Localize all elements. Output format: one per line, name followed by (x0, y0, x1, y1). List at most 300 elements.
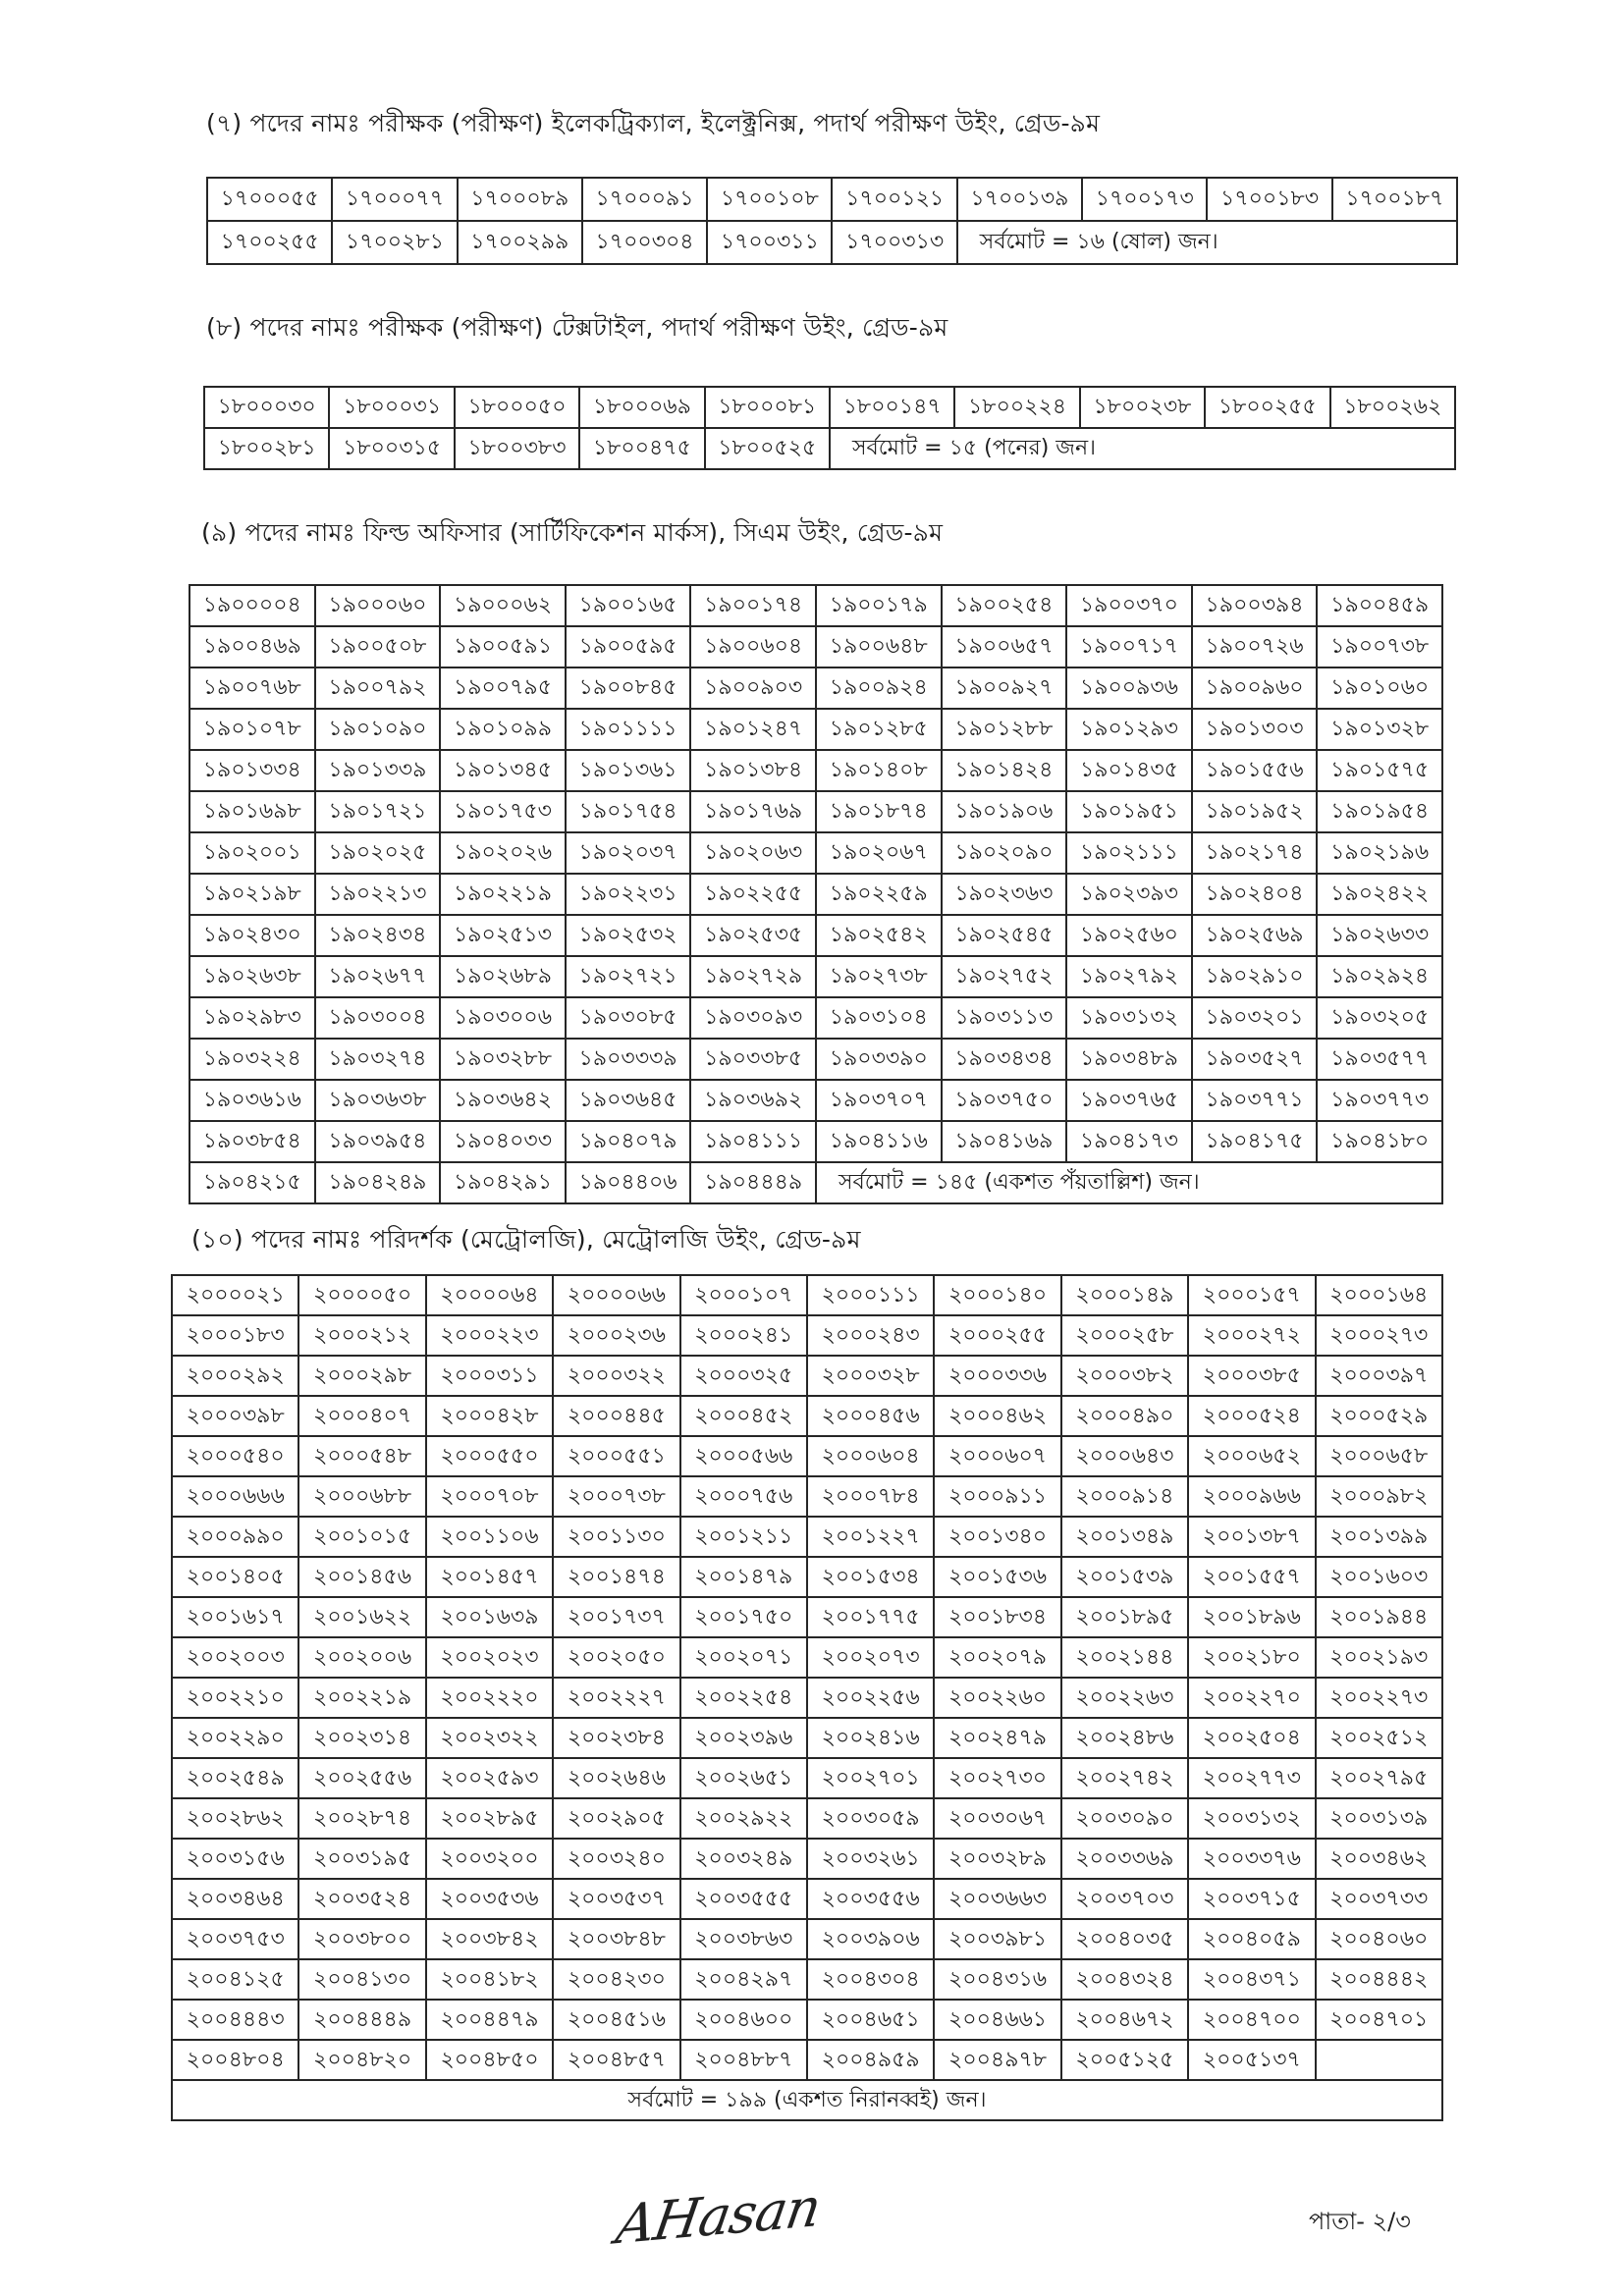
roll-number-cell: ১৯০০৬০৪ (690, 626, 816, 667)
roll-number-cell: ১৯০২৫৬০ (1066, 915, 1192, 956)
roll-number-cell: ২০০১৬৩৯ (426, 1597, 553, 1637)
roll-number-cell: ২০০৩১৩৯ (1316, 1798, 1442, 1839)
roll-number-cell: ১৯০১২৮৮ (942, 709, 1067, 750)
roll-number-cell: ২০০০২৫৮ (1061, 1315, 1188, 1356)
roll-number-cell: ১৯০১৭৫৩ (440, 791, 566, 832)
roll-number-cell: ১৯০২২১৯ (440, 874, 566, 915)
roll-number-cell: ১৯০১২৮৫ (816, 709, 942, 750)
roll-number-cell: ২০০২১৮০ (1188, 1637, 1315, 1678)
roll-number-cell: ১৯০০০০৪ (189, 585, 315, 626)
roll-number-cell: ১৮০০২৫৫ (1205, 387, 1329, 428)
roll-number-cell: ২০০৩০৯০ (1061, 1798, 1188, 1839)
roll-number-cell: ২০০১৭৭৫ (807, 1597, 934, 1637)
roll-number-cell: ১৯০৩৯৫৪ (315, 1121, 441, 1162)
roll-number-cell: ২০০৪৬৫১ (807, 2000, 934, 2040)
roll-number-cell: ২০০২৫১২ (1316, 1718, 1442, 1758)
roll-number-cell: ১৭০০২৯৯ (458, 221, 582, 264)
roll-number-cell: ১৯০০৪৫৯ (1317, 585, 1442, 626)
roll-number-cell: ১৮০০৪৭৫ (579, 428, 704, 469)
roll-number-cell: ২০০৩৮০০ (298, 1919, 425, 1959)
roll-number-cell: ২০০২৩৮৪ (553, 1718, 679, 1758)
roll-number-cell: ১৯০২২৫৯ (816, 874, 942, 915)
roll-number-cell: ১৯০২১৯৬ (1317, 832, 1442, 874)
roll-number-cell: ২০০৩০৬৭ (934, 1798, 1060, 1839)
roll-number-cell: ১৯০১৯৫১ (1066, 791, 1192, 832)
roll-number-cell: ১৯০১৩৩৯ (315, 750, 441, 791)
roll-number-cell: ২০০৪৩০৪ (807, 1959, 934, 2000)
table-row (172, 1758, 1442, 1798)
roll-number-cell: ১৮০০২৬২ (1330, 387, 1455, 428)
roll-number-cell: ১৯০২০৬৭ (816, 832, 942, 874)
roll-number-cell: ২০০৩২৪০ (553, 1839, 679, 1879)
roll-number-cell: ১৯০৩০৮৫ (566, 997, 691, 1039)
roll-number-cell: ১৯০৪২৯১ (440, 1162, 566, 1203)
roll-number-cell: ১৯০০৯০৩ (690, 667, 816, 709)
roll-number-cell: ২০০৩৫২৪ (298, 1879, 425, 1919)
roll-number-cell: ১৯০২০২৫ (315, 832, 441, 874)
roll-number-cell: ২০০৪৬৭২ (1061, 2000, 1188, 2040)
roll-number-cell: ২০০৩৮৪৮ (553, 1919, 679, 1959)
roll-number-cell: ২০০৫১৩৭ (1188, 2040, 1315, 2080)
roll-number-cell: ২০০০৫২৪ (1188, 1396, 1315, 1436)
roll-number-cell: ১৭০০০৭৭ (332, 178, 457, 221)
roll-number-cell: ১৯০৪১৮০ (1317, 1121, 1442, 1162)
roll-number-cell: ১৯০১৯০৬ (942, 791, 1067, 832)
roll-number-cell: ১৯০৩১৩২ (1066, 997, 1192, 1039)
roll-number-cell: ১৯০৩২৭৪ (315, 1039, 441, 1080)
roll-number-cell: ১৯০১৩৬১ (566, 750, 691, 791)
roll-number-cell: ১৯০২৬৩৮ (189, 956, 315, 997)
roll-number-cell: ১৯০৩৫২৭ (1192, 1039, 1318, 1080)
roll-number-cell: ২০০২৪৭৯ (934, 1718, 1060, 1758)
roll-number-cell: ১৯০২১১১ (1066, 832, 1192, 874)
roll-number-cell: ২০০৩১৯৫ (298, 1839, 425, 1879)
roll-number-cell: ২০০৪৭০১ (1316, 2000, 1442, 2040)
roll-number-cell: ২০০২৯০৫ (553, 1798, 679, 1839)
roll-number-cell: ২০০০৫৫০ (426, 1436, 553, 1476)
roll-number-cell: ২০০৪০৩৫ (1061, 1919, 1188, 1959)
roll-number-cell: ২০০৩৫৫৫ (680, 1879, 807, 1919)
roll-number-cell: ২০০২২৬৩ (1061, 1678, 1188, 1718)
roll-number-cell: ২০০১৫৩৬ (934, 1557, 1060, 1597)
table-row (189, 626, 1442, 667)
roll-number-cell: ১৯০০৫৯৫ (566, 626, 691, 667)
roll-number-cell: ১৯০১৮৭৪ (816, 791, 942, 832)
roll-number-cell: ২০০১৮৩৪ (934, 1597, 1060, 1637)
roll-number-cell: ১৯০০৬৫৭ (942, 626, 1067, 667)
roll-number-cell: ২০০৪৯৫৯ (807, 2040, 934, 2080)
roll-number-cell: ১৯০১৬৯৮ (189, 791, 315, 832)
roll-number-cell: ২০০২৩৯৬ (680, 1718, 807, 1758)
roll-number-cell: ২০০২৬৪৬ (553, 1758, 679, 1798)
roll-number-cell: ২০০০২৭২ (1188, 1315, 1315, 1356)
roll-number-cell: ১৯০৩৬১৬ (189, 1080, 315, 1121)
roll-number-cell: ১৯০১২৯৩ (1066, 709, 1192, 750)
roll-number-cell: ২০০০০৫০ (298, 1275, 425, 1315)
roll-number-cell: ২০০২৮৯৫ (426, 1798, 553, 1839)
roll-number-cell: ১৯০২৭২১ (566, 956, 691, 997)
table-row (207, 178, 1457, 221)
roll-number-cell: ১৯০০৪৬৯ (189, 626, 315, 667)
roll-number-cell: ১৮০০৫২৫ (705, 428, 830, 469)
roll-number-cell: ২০০২০৭৯ (934, 1637, 1060, 1678)
roll-number-cell: ১৯০২৬৮৯ (440, 956, 566, 997)
roll-number-cell: ১৭০০১৭৩ (1082, 178, 1207, 221)
roll-number-cell: ২০০০১৬৪ (1316, 1275, 1442, 1315)
roll-number-cell: ২০০২২৭৩ (1316, 1678, 1442, 1718)
roll-number-cell: ২০০১৪৭৪ (553, 1557, 679, 1597)
roll-number-cell: ২০০২২৫৪ (680, 1678, 807, 1718)
roll-number-cell: ২০০০৭৮৪ (807, 1476, 934, 1517)
roll-number-cell: ১৯০২০৯০ (942, 832, 1067, 874)
roll-number-cell: ১৯০০৫৯১ (440, 626, 566, 667)
roll-number-cell: ২০০১৫৩৪ (807, 1557, 934, 1597)
roll-number-cell: ২০০০১৮৩ (172, 1315, 298, 1356)
roll-number-cell: ২০০৩২০০ (426, 1839, 553, 1879)
roll-number-cell: ২০০২৩১৪ (298, 1718, 425, 1758)
roll-number-cell: ২০০০৬৫৮ (1316, 1436, 1442, 1476)
table-row (172, 1356, 1442, 1396)
roll-number-cell: ১৮০০০৩১ (329, 387, 454, 428)
table-row (189, 585, 1442, 626)
page-number: পাতা- ২/৩ (1309, 2208, 1411, 2235)
table-row (172, 1879, 1442, 1919)
table-row (172, 1436, 1442, 1476)
roll-number-cell: ১৮০০০৬৯ (579, 387, 704, 428)
roll-number-cell: ১৯০০৩৯৪ (1192, 585, 1318, 626)
roll-number-cell: ২০০০৯৮২ (1316, 1476, 1442, 1517)
roll-number-cell: ১৯০৩৬৯২ (690, 1080, 816, 1121)
roll-number-cell: ১৯০৩০৯৩ (690, 997, 816, 1039)
roll-number-cell: ১৯০২৯২৪ (1317, 956, 1442, 997)
roll-number-cell: ২০০৩৫৩৭ (553, 1879, 679, 1919)
roll-number-cell: ১৯০২২১৩ (315, 874, 441, 915)
roll-number-cell: ২০০৪১৮২ (426, 1959, 553, 2000)
roll-number-cell: ২০০১৪৭৯ (680, 1557, 807, 1597)
roll-number-cell: ২০০২২৫৬ (807, 1678, 934, 1718)
roll-number-cell: ১৯০০৭৯৫ (440, 667, 566, 709)
roll-number-cell: ১৯০৪২৪৯ (315, 1162, 441, 1203)
roll-number-cell: ১৯০৩২০১ (1192, 997, 1318, 1039)
roll-number-cell: ১৭০০০৫৫ (207, 178, 332, 221)
roll-number-cell: ২০০০৬৪৩ (1061, 1436, 1188, 1476)
total-count: সর্বমোট = ১৯৯ (একশত নিরানব্বই) জন। (172, 2080, 1442, 2120)
roll-number-cell: ২০০০৪২৮ (426, 1396, 553, 1436)
roll-number-cell: ১৯০১২৪৭ (690, 709, 816, 750)
roll-number-cell: ১৯০৩২০৫ (1317, 997, 1442, 1039)
roll-number-cell: ১৯০০৭১৭ (1066, 626, 1192, 667)
roll-number-cell: ১৮০০৩১৫ (329, 428, 454, 469)
roll-number-cell: ১৯০১৩৮৪ (690, 750, 816, 791)
roll-number-cell: ২০০২৬৫১ (680, 1758, 807, 1798)
roll-number-cell: ২০০২৯২২ (680, 1798, 807, 1839)
roll-number-cell: ১৮০০২৩৮ (1080, 387, 1205, 428)
table-row (189, 750, 1442, 791)
roll-number-cell: ২০০০৯১১ (934, 1476, 1060, 1517)
table-row (172, 1678, 1442, 1718)
table-row (189, 1162, 1442, 1203)
roll-number-cell: ১৯০২০০১ (189, 832, 315, 874)
table-row (172, 2040, 1442, 2080)
roll-number-cell: ২০০১৩৯৯ (1316, 1517, 1442, 1557)
roll-number-cell: ১৯০১৭৬৯ (690, 791, 816, 832)
roll-number-cell: ১৯০৩৩৯০ (816, 1039, 942, 1080)
roll-number-cell: ১৯০০০৬০ (315, 585, 441, 626)
roll-number-cell: ২০০২৮৭৪ (298, 1798, 425, 1839)
roll-number-cell: ১৯০০৫০৮ (315, 626, 441, 667)
roll-number-cell: ২০০২৭৯৫ (1316, 1758, 1442, 1798)
roll-number-cell: ২০০২০৫০ (553, 1637, 679, 1678)
roll-number-cell: ২০০৩০৫৯ (807, 1798, 934, 1839)
roll-number-cell: ১৯০২৪৩৪ (315, 915, 441, 956)
roll-number-table-body (204, 387, 1455, 469)
roll-number-cell: ২০০০১১১ (807, 1275, 934, 1315)
roll-number-cell: ২০০১৪৫৬ (298, 1557, 425, 1597)
roll-number-cell: ১৯০৪১১১ (690, 1121, 816, 1162)
roll-number-cell: ২০০৩৭৫৩ (172, 1919, 298, 1959)
total-count: সর্বমোট = ১৬ (ষোল) জন। (957, 221, 1457, 264)
roll-number-cell: ২০০০৩২২ (553, 1356, 679, 1396)
table-row (172, 1597, 1442, 1637)
roll-number-cell: ১৮০০০৫০ (455, 387, 579, 428)
roll-number-cell: ২০০২২১৯ (298, 1678, 425, 1718)
roll-number-cell: ১৮০০০৮১ (705, 387, 830, 428)
roll-number-cell: ২০০৪৪৭৯ (426, 2000, 553, 2040)
roll-number-cell: ২০০২৭৭৩ (1188, 1758, 1315, 1798)
roll-number-cell: ২০০৪৬০০ (680, 2000, 807, 2040)
roll-number-cell: ১৯০১৩৩৪ (189, 750, 315, 791)
roll-number-cell: ২০০২২৬০ (934, 1678, 1060, 1718)
roll-number-cell: ১৯০২৩৬৩ (942, 874, 1067, 915)
table-row (189, 667, 1442, 709)
roll-number-cell: ২০০২৭৪২ (1061, 1758, 1188, 1798)
roll-number-table-7 (206, 177, 1458, 265)
roll-number-cell: ২০০০৩৯৮ (172, 1396, 298, 1436)
section-title-8: (৮) পদের নামঃ পরীক্ষক (পরীক্ষণ) টেক্সটাইল, পদার্থ পরীক্ষণ উইং, গ্রেড-৯ম (206, 313, 948, 342)
roll-number-cell: ২০০০২২৩ (426, 1315, 553, 1356)
roll-number-cell: ২০০১৩৪০ (934, 1517, 1060, 1557)
roll-number-cell: ২০০০২৯২ (172, 1356, 298, 1396)
table-row (189, 915, 1442, 956)
roll-number-cell: ১৯০০২৫৪ (942, 585, 1067, 626)
roll-number-cell: ২০০২১৯৩ (1316, 1637, 1442, 1678)
roll-number-cell: ১৯০৩৮৫৪ (189, 1121, 315, 1162)
roll-number-cell: ১৯০২৫৩২ (566, 915, 691, 956)
roll-number-cell: ২০০০৬৫২ (1188, 1436, 1315, 1476)
roll-number-cell: ১৯০২৩৯৩ (1066, 874, 1192, 915)
table-row (172, 1718, 1442, 1758)
roll-number-cell: ২০০১০১৫ (298, 1517, 425, 1557)
roll-number-cell: ১৯০২৭৩৮ (816, 956, 942, 997)
roll-number-cell: ২০০০৯১৪ (1061, 1476, 1188, 1517)
roll-number-cell: ২০০০২৪১ (680, 1315, 807, 1356)
roll-number-cell: ২০০০৭০৮ (426, 1476, 553, 1517)
roll-number-cell: ২০০০৪৪৫ (553, 1396, 679, 1436)
roll-number-cell: ২০০০৭৫৬ (680, 1476, 807, 1517)
table-row (172, 2000, 1442, 2040)
roll-number-cell: ২০০৩১৫৬ (172, 1839, 298, 1879)
roll-number-cell: ১৯০৩০০৪ (315, 997, 441, 1039)
roll-number-cell: ১৯০২৫৪২ (816, 915, 942, 956)
roll-number-cell: ১৯০২৪৩০ (189, 915, 315, 956)
roll-number-cell: ২০০৪১৩০ (298, 1959, 425, 2000)
roll-number-cell: ১৯০০৭৩৮ (1317, 626, 1442, 667)
roll-number-cell: ১৯০২৭৯২ (1066, 956, 1192, 997)
roll-number-cell: ২০০৩২৮৯ (934, 1839, 1060, 1879)
roll-number-cell: ২০০২৪১৬ (807, 1718, 934, 1758)
roll-number-cell: ১৯০১৭৫৪ (566, 791, 691, 832)
roll-number-cell: ১৯০০১৬৫ (566, 585, 691, 626)
roll-number-cell: ১৯০৩৬৪৫ (566, 1080, 691, 1121)
roll-number-cell: ২০০০৪৫২ (680, 1396, 807, 1436)
roll-number-cell: ১৯০১৪৩৫ (1066, 750, 1192, 791)
roll-number-cell: ১৯০২৬৩৩ (1317, 915, 1442, 956)
roll-number-cell: ১৯০৪১৬৯ (942, 1121, 1067, 1162)
roll-number-cell: ১৯০২৯১০ (1192, 956, 1318, 997)
table-row (172, 1396, 1442, 1436)
roll-number-cell: ২০০৪২৩০ (553, 1959, 679, 2000)
roll-number-cell: ২০০২০৭৩ (807, 1637, 934, 1678)
roll-number-cell: ২০০০৫৫১ (553, 1436, 679, 1476)
roll-number-cell: ১৯০০১৭৪ (690, 585, 816, 626)
roll-number-cell: ১৯০২২৫৫ (690, 874, 816, 915)
roll-number-cell: ২০০০২৫৫ (934, 1315, 1060, 1356)
roll-number-cell: ২০০০৩১১ (426, 1356, 553, 1396)
section-title-7: (৭) পদের নামঃ পরীক্ষক (পরীক্ষণ) ইলেকট্রিক্যাল, ইলেক্ট্রনিক্স, পদার্থ পরীক্ষণ উইং, গ্রেড-৯ম (206, 109, 1101, 137)
roll-number-cell: ১৯০১০৯৯ (440, 709, 566, 750)
roll-number-cell: ২০০৪৪৪৯ (298, 2000, 425, 2040)
roll-number-cell: ২০০০৪৬২ (934, 1396, 1060, 1436)
roll-number-cell: ১৯০৩৪৮৯ (1066, 1039, 1192, 1080)
roll-number-table-9 (189, 584, 1443, 1204)
roll-number-cell: ১৯০১৪২৪ (942, 750, 1067, 791)
roll-number-cell: ২০০০০২১ (172, 1275, 298, 1315)
roll-number-cell: ২০০১২২৭ (807, 1517, 934, 1557)
roll-number-cell: ২০০১৬২২ (298, 1597, 425, 1637)
table-row (172, 1517, 1442, 1557)
roll-number-cell: ২০০০৫৬৬ (680, 1436, 807, 1476)
roll-number-cell: ১৭০০৩০৪ (582, 221, 707, 264)
roll-number-cell: ২০০০৩৮২ (1061, 1356, 1188, 1396)
roll-number-cell: ১৯০০৭৬৮ (189, 667, 315, 709)
roll-number-cell: ১৯০২১৭৪ (1192, 832, 1318, 874)
roll-number-cell: ১৯০৩২৮৮ (440, 1039, 566, 1080)
roll-number-cell: ২০০২০০৩ (172, 1637, 298, 1678)
roll-number-cell: ২০০২৭৩০ (934, 1758, 1060, 1798)
roll-number-cell: ২০০৪৯৭৮ (934, 2040, 1060, 2080)
roll-number-cell: ২০০৪৫১৬ (553, 2000, 679, 2040)
roll-number-cell: ২০০২১৪৪ (1061, 1637, 1188, 1678)
roll-number-cell: ২০০৩২৬১ (807, 1839, 934, 1879)
roll-number-cell: ২০০২৫৯৩ (426, 1758, 553, 1798)
roll-number-cell: ১৮০০১৪৭ (830, 387, 954, 428)
roll-number-cell: ২০০৪৮৮৭ (680, 2040, 807, 2080)
roll-number-cell: ১৯০২০২৬ (440, 832, 566, 874)
roll-number-cell: ১৯০৪২১৫ (189, 1162, 315, 1203)
roll-number-cell: ২০০৪৮৫৭ (553, 2040, 679, 2080)
roll-number-cell: ২০০০১০৭ (680, 1275, 807, 1315)
roll-number-cell: ১৯০১৩২৮ (1317, 709, 1442, 750)
roll-number-cell: ২০০০১৪০ (934, 1275, 1060, 1315)
roll-number-cell: ১৯০৩২২৪ (189, 1039, 315, 1080)
roll-number-cell: ১৯০২১৯৮ (189, 874, 315, 915)
roll-number-cell: ২০০০৫৪০ (172, 1436, 298, 1476)
section-title-10: (১০) পদের নামঃ পরিদর্শক (মেট্রোলজি), মেট্রোলজি উইং, গ্রেড-৯ম (191, 1225, 861, 1254)
roll-number-cell: ১৭০০০৯১ (582, 178, 707, 221)
roll-number-cell: ১৯০২৫৩৫ (690, 915, 816, 956)
roll-number-cell: ২০০৪৪৪২ (1316, 1959, 1442, 2000)
roll-number-cell: ১৯০২২৩১ (566, 874, 691, 915)
roll-number-cell: ২০০৩৬৬৩ (934, 1879, 1060, 1919)
roll-number-cell: ১৯০০৬৪৮ (816, 626, 942, 667)
roll-number-cell: ১৯০১১১১ (566, 709, 691, 750)
roll-number-cell: ১৯০৩৪৩৪ (942, 1039, 1067, 1080)
roll-number-cell: ১৯০৩৫৭৭ (1317, 1039, 1442, 1080)
roll-number-cell: ২০০১২১১ (680, 1517, 807, 1557)
table-row (172, 1919, 1442, 1959)
roll-number-cell: ১৯০১৯৫২ (1192, 791, 1318, 832)
roll-number-cell: ২০০০৬০৭ (934, 1436, 1060, 1476)
roll-number-cell: ১৯০২৪০৪ (1192, 874, 1318, 915)
roll-number-cell: ২০০১৬০৩ (1316, 1557, 1442, 1597)
table-row (189, 1039, 1442, 1080)
roll-number-cell: ১৯০৩০০৬ (440, 997, 566, 1039)
roll-number-cell: ১৯০১০৯০ (315, 709, 441, 750)
roll-number-cell: ২০০৩৯০৬ (807, 1919, 934, 1959)
roll-number-cell: ২০০০০৬৪ (426, 1275, 553, 1315)
roll-number-cell: ২০০০৫২৯ (1316, 1396, 1442, 1436)
roll-number-cell: ২০০৪৩৭১ (1188, 1959, 1315, 2000)
roll-number-cell: ১৯০০৯৬০ (1192, 667, 1318, 709)
section-title-9: (৯) পদের নামঃ ফিল্ড অফিসার (সার্টিফিকেশন মার্কস), সিএম উইং, গ্রেড-৯ম (201, 518, 944, 547)
roll-number-cell: ২০০৩৯৮১ (934, 1919, 1060, 1959)
roll-number-cell: ২০০৩৭১৫ (1188, 1879, 1315, 1919)
roll-number-cell: ১৭০০২৮১ (332, 221, 457, 264)
table-row (189, 874, 1442, 915)
table-row (189, 997, 1442, 1039)
roll-number-cell: ১৯০২৬৭৭ (315, 956, 441, 997)
roll-number-cell: ১৯০৩৭৭১ (1192, 1080, 1318, 1121)
roll-number-cell: ২০০০৭৩৮ (553, 1476, 679, 1517)
roll-number-cell: ২০০২৫০৪ (1188, 1718, 1315, 1758)
roll-number-cell: ১৯০০০৬২ (440, 585, 566, 626)
roll-number-cell: ২০০৫১২৫ (1061, 2040, 1188, 2080)
roll-number-cell: ২০০০৩৮৫ (1188, 1356, 1315, 1396)
roll-number-cell: ২০০২০২৩ (426, 1637, 553, 1678)
roll-number-cell: ১৯০০৭৯২ (315, 667, 441, 709)
empty-cell (1316, 2040, 1442, 2080)
roll-number-cell: ২০০০২৭৩ (1316, 1315, 1442, 1356)
roll-number-cell: ২০০১৮৯৫ (1061, 1597, 1188, 1637)
roll-number-cell: ২০০১৩৪৯ (1061, 1517, 1188, 1557)
roll-number-cell: ১৯০৪১১৬ (816, 1121, 942, 1162)
roll-number-cell: ২০০৪০৬০ (1316, 1919, 1442, 1959)
roll-number-cell: ১৮০০২৮১ (204, 428, 329, 469)
roll-number-table-body (189, 585, 1442, 1203)
roll-number-cell: ২০০২৫৪৯ (172, 1758, 298, 1798)
roll-number-cell: ২০০৪৬৬১ (934, 2000, 1060, 2040)
roll-number-cell: ২০০৩২৪৯ (680, 1839, 807, 1879)
roll-number-cell: ১৭০০১৩৯ (957, 178, 1082, 221)
roll-number-cell: ২০০০৪৫৬ (807, 1396, 934, 1436)
roll-number-cell: ২০০১৫৩৯ (1061, 1557, 1188, 1597)
roll-number-cell: ১৯০৩১১৩ (942, 997, 1067, 1039)
roll-number-cell: ২০০১৭৫০ (680, 1597, 807, 1637)
roll-number-cell: ২০০২৮৬২ (172, 1798, 298, 1839)
roll-number-cell: ১৯০১৫৭৫ (1317, 750, 1442, 791)
roll-number-cell: ১৭০০৩১৩ (832, 221, 956, 264)
table-row (189, 956, 1442, 997)
